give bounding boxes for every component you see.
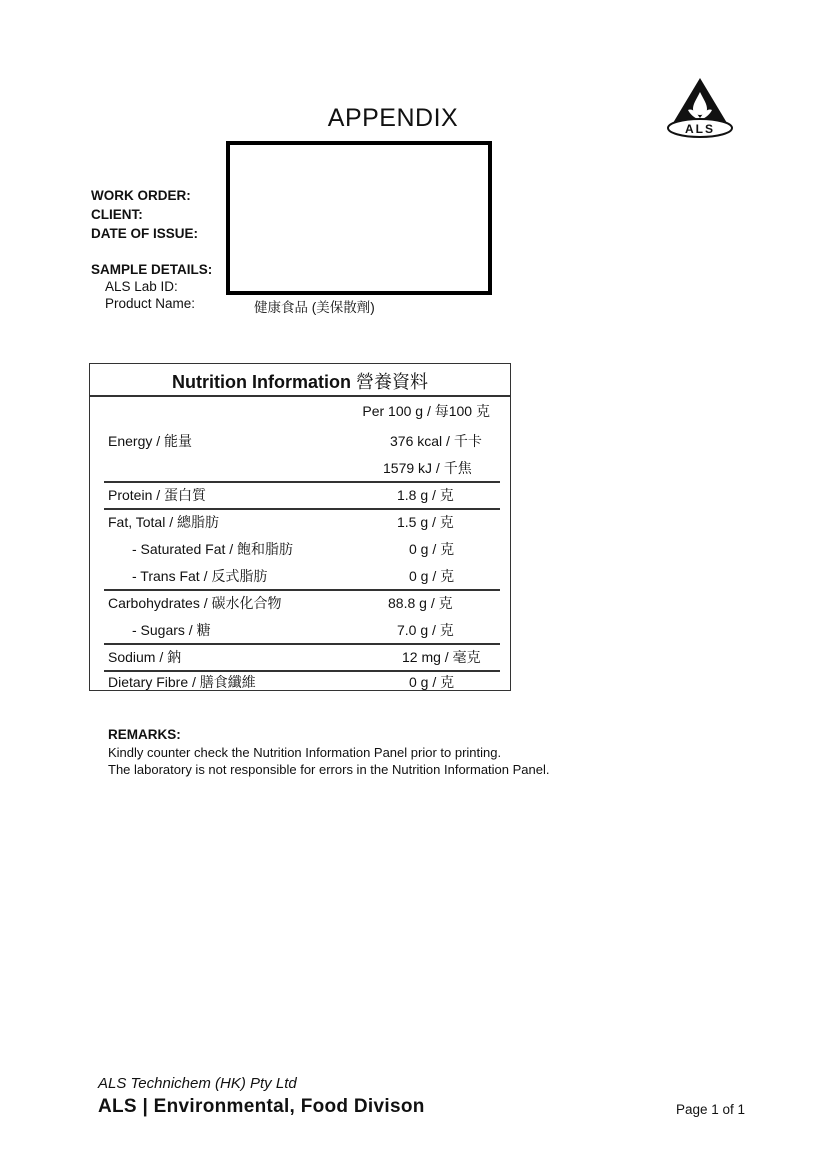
nutrient-value: 1.8 g / 克 [397, 487, 454, 503]
nutrient-row-fat-total [104, 508, 500, 535]
nutrient-row-saturated-fat [104, 535, 500, 562]
nutrient-value: 0 g / 克 [409, 568, 455, 584]
work-order-label: WORK ORDER: [91, 188, 191, 203]
nutrition-title-zh: 營養資料 [355, 372, 428, 392]
nutrient-value: 0 g / 克 [409, 674, 455, 690]
nutrient-name: Energy / 能量 [108, 433, 193, 449]
page-title: APPENDIX [327, 104, 459, 132]
nutrient-value: 7.0 g / 克 [397, 622, 454, 638]
nutrient-row-dietary-fibre [104, 668, 500, 695]
nutrient-row-energy-kj [104, 454, 500, 481]
nutrient-row-sodium [104, 643, 500, 670]
lab-id-label: ALS Lab ID: [105, 279, 178, 294]
nutrient-row-trans-fat [104, 562, 500, 589]
nutrient-value: 88.8 g / 克 [388, 595, 453, 611]
nutrient-name: Carbohydrates / 碳水化合物 [108, 595, 282, 611]
nutrient-name: Fat, Total / 總脂肪 [108, 514, 219, 530]
nutrient-value: 1.5 g / 克 [397, 514, 454, 530]
nutrient-value: 12 mg / 毫克 [402, 649, 481, 665]
nutrient-name: - Sugars / 糖 [132, 622, 211, 638]
client-label: CLIENT: [91, 207, 143, 222]
title-divider [90, 395, 510, 397]
nutrient-value: 376 kcal / 千卡 [390, 433, 482, 449]
nutrient-value: 1579 kJ / 千焦 [383, 460, 472, 476]
nutrition-panel [89, 363, 511, 691]
nutrient-name: Sodium / 鈉 [108, 649, 182, 665]
nutrition-title-en: Nutrition Information [172, 372, 356, 392]
remark-line-1: Kindly counter check the Nutrition Information Panel prior to printing. [108, 745, 502, 760]
remark-line-2: The laboratory is not responsible for errors in the Nutrition Information Panel. [108, 762, 550, 777]
nutrient-row-energy [104, 427, 500, 454]
date-of-issue-label: DATE OF ISSUE: [91, 226, 199, 241]
redaction-box [226, 141, 492, 295]
nutrient-name: - Trans Fat / 反式脂肪 [132, 568, 268, 584]
nutrient-name: - Saturated Fat / 飽和脂肪 [132, 541, 294, 557]
nutrient-value: 0 g / 克 [409, 541, 455, 557]
nutrient-name: Protein / 蛋白質 [108, 487, 207, 503]
per-100g-header: Per 100 g / 每100 克 [362, 403, 490, 419]
remarks-heading: REMARKS: [108, 727, 181, 742]
logo-text: ALS [685, 122, 715, 136]
footer-company: ALS Technichem (HK) Pty Ltd [98, 1075, 297, 1092]
page-number: Page 1 of 1 [676, 1102, 746, 1117]
footer-division: ALS | Environmental, Food Divison [98, 1096, 425, 1117]
nutrient-row-protein [104, 481, 500, 508]
product-name-label: Product Name: [105, 296, 196, 311]
nutrition-title [90, 368, 510, 394]
nutrient-row-carbohydrates [104, 589, 500, 616]
nutrient-name: Dietary Fibre / 膳食纖維 [108, 674, 256, 690]
product-name-value: 健康食品 (美保散劑) [254, 300, 375, 315]
als-logo [666, 76, 734, 138]
sample-details-label: SAMPLE DETAILS: [91, 262, 213, 277]
nutrient-row-sugars [104, 616, 500, 643]
